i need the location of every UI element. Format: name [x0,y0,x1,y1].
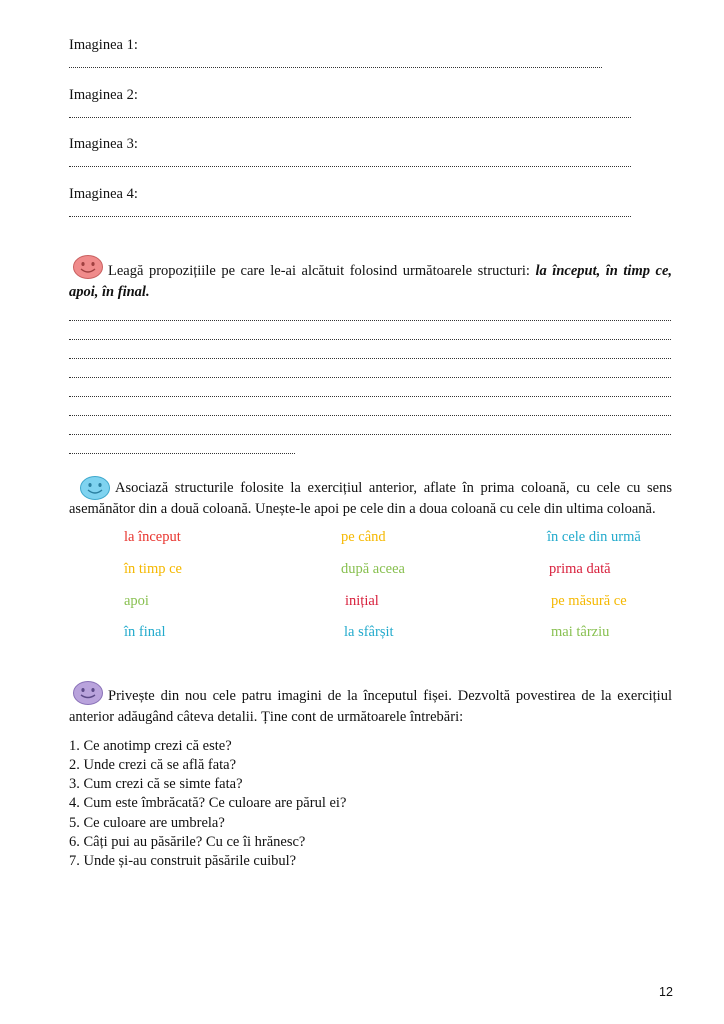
word-col2-row1: pe când [341,529,386,545]
question-4: 4. Cum este îmbrăcată? Ce culoare are părul ei? [69,795,347,811]
page-number: 12 [659,985,673,999]
word-col3-row1: în cele din urmă [547,529,641,545]
answer-line-5[interactable] [69,394,671,397]
image-2-answer-line[interactable] [69,115,631,118]
exercise-1-structures: la început, în timp ce, apoi, în final. [69,263,673,300]
question-2: 2. Unde crezi că se află fata? [69,757,237,773]
question-7: 7. Unde și-au construit păsările cuibul? [69,853,297,869]
word-col2-row4: la sfârșit [344,624,394,640]
exercise-1-text: Leagă propozițiile pe care le-ai alcătuit folosind următoarele structuri: [108,263,536,279]
image-3-label: Imaginea 3: [69,136,138,152]
word-col1-row4: în final [124,624,166,640]
answer-line-4[interactable] [69,375,671,378]
word-col2-row2: după aceea [341,561,405,577]
answer-line-2[interactable] [69,337,671,340]
word-col3-row2: prima dată [549,561,611,577]
answer-line-8[interactable] [69,451,295,454]
answer-line-6[interactable] [69,413,671,416]
image-1-answer-line[interactable] [69,65,602,68]
image-3-answer-line[interactable] [69,164,631,167]
exercise-2-instruction: Asociază structurile folosite la exercițiul anterior, aflate în prima coloană, cu cele cu sens asemănător din a două coloană. Unește-le apoi pe cele din a doua coloană cu cele din ultima coloană. [69,480,672,517]
word-col1-row3: apoi [124,593,149,609]
question-3: 3. Cum crezi că se simte fata? [69,776,243,792]
word-col2-row3: inițial [345,593,379,609]
image-4-label: Imaginea 4: [69,186,138,202]
word-col3-row4: mai târziu [551,624,610,640]
word-col1-row2: în timp ce [124,561,182,577]
exercise-1-instruction [69,261,672,303]
question-5: 5. Ce culoare are umbrela? [69,815,225,831]
word-col1-row1: la început [124,529,181,545]
answer-line-3[interactable] [69,356,671,359]
question-1: 1. Ce anotimp crezi că este? [69,738,232,754]
question-6: 6. Câți pui au păsările? Cu ce îi hrănesc? [69,834,306,850]
exercise-3-instruction: Privește din nou cele patru imagini de la începutul fișei. Dezvoltă povestirea de la exercițiul anterior adăugând câteva detalii. Ține cont de următoarele întrebări: [69,688,672,725]
word-col3-row3: pe măsură ce [551,593,627,609]
answer-line-1[interactable] [69,318,671,321]
image-2-label: Imaginea 2: [69,87,138,103]
image-4-answer-line[interactable] [69,214,631,217]
answer-line-7[interactable] [69,432,671,435]
image-1-label: Imaginea 1: [69,37,138,53]
